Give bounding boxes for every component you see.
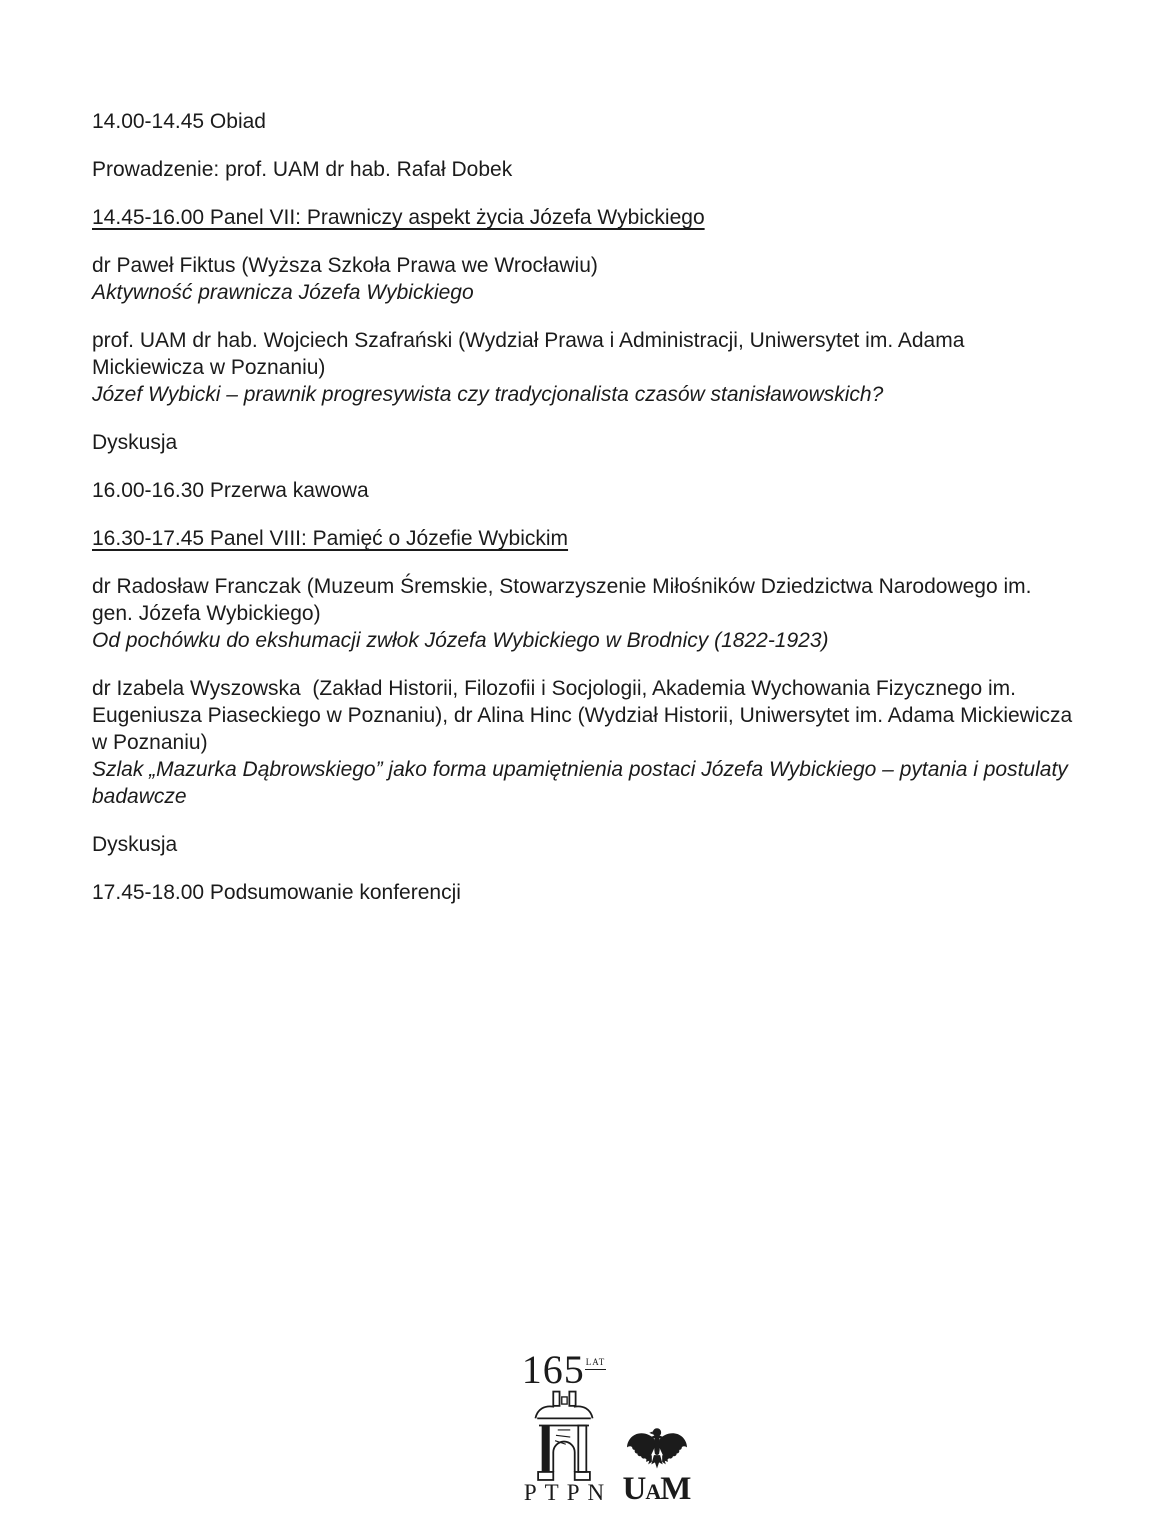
page-footer bbox=[0, 1347, 1172, 1538]
agenda-item-discussion-text: Dyskusja bbox=[92, 833, 178, 856]
panel-viii-heading bbox=[92, 525, 1162, 552]
ptpn-years-number: 165 bbox=[521, 1347, 585, 1392]
speaker-name-continued: Eugeniusza Piaseckiego w Poznaniu), dr Alina Hinc (Wydział Historii, Uniwersytet im. Adama Mickiewicza bbox=[92, 704, 1073, 727]
agenda-item-closing bbox=[92, 879, 1162, 906]
ptpn-portal-icon bbox=[531, 1388, 597, 1488]
uam-letter-a: A bbox=[645, 1479, 662, 1504]
agenda-item-lunch-text: 14.00-14.45 Obiad bbox=[92, 110, 266, 133]
talk-title: Aktywność prawnicza Józefa Wybickiego bbox=[92, 281, 474, 304]
uam-acronym bbox=[622, 1471, 692, 1507]
agenda-item-discussion-1 bbox=[92, 429, 1162, 456]
agenda-item-lunch bbox=[92, 108, 1162, 135]
speaker-name-continued: gen. Józefa Wybickiego) bbox=[92, 602, 321, 625]
panel-vii-speaker-2 bbox=[92, 327, 1162, 408]
talk-title-continued: badawcze bbox=[92, 785, 187, 808]
uam-letter-m: M bbox=[660, 1471, 692, 1507]
agenda-item-closing-text: 17.45-18.00 Podsumowanie konferencji bbox=[92, 881, 461, 904]
speaker-name: dr Radosław Franczak (Muzeum Śremskie, Stowarzyszenie Miłośników Dziedzictwa Narodowego im. bbox=[92, 575, 1032, 598]
talk-title: Szlak „Mazurka Dąbrowskiego” jako forma upamiętnienia postaci Józefa Wybickiego – pytania i postulaty bbox=[92, 758, 1068, 781]
panel-vii-heading-text: 14.45-16.00 Panel VII: Prawniczy aspekt życia Józefa Wybickiego bbox=[92, 206, 705, 229]
panel-vii-speaker-1 bbox=[92, 252, 1162, 306]
agenda-item-discussion-2 bbox=[92, 831, 1162, 858]
agenda-item-chair-text: Prowadzenie: prof. UAM dr hab. Rafał Dobek bbox=[92, 158, 513, 181]
conference-program bbox=[92, 108, 1162, 927]
uam-letter-u: U bbox=[622, 1471, 647, 1507]
agenda-item-discussion-text: Dyskusja bbox=[92, 431, 178, 454]
panel-vii-heading bbox=[92, 204, 1162, 231]
agenda-item-coffee-break-text: 16.00-16.30 Przerwa kawowa bbox=[92, 479, 369, 502]
speaker-name-continued: w Poznaniu) bbox=[92, 731, 208, 754]
panel-viii-speaker-1 bbox=[92, 573, 1162, 654]
agenda-item-chair bbox=[92, 156, 1162, 183]
talk-title: Józef Wybicki – prawnik progresywista czy tradycjonalista czasów stanisławowskich? bbox=[92, 383, 884, 406]
ptpn-acronym: PTPN bbox=[523, 1480, 613, 1505]
uam-logo bbox=[622, 1426, 692, 1507]
ptpn-years-unit: LAT bbox=[585, 1357, 607, 1370]
ptpn-logo bbox=[521, 1347, 613, 1505]
speaker-name: dr Izabela Wyszowska (Zakład Historii, Filozofii i Socjologii, Akademia Wychowania Fizycznego im. bbox=[92, 677, 1016, 700]
speaker-name: dr Paweł Fiktus (Wyższa Szkoła Prawa we Wrocławiu) bbox=[92, 254, 598, 277]
agenda-item-coffee-break bbox=[92, 477, 1162, 504]
speaker-name-continued: Mickiewicza w Poznaniu) bbox=[92, 356, 326, 379]
panel-viii-speaker-2 bbox=[92, 675, 1162, 810]
talk-title: Od pochówku do ekshumacji zwłok Józefa Wybickiego w Brodnicy (1822-1923) bbox=[92, 629, 829, 652]
panel-viii-heading-text: 16.30-17.45 Panel VIII: Pamięć o Józefie Wybickim bbox=[92, 527, 569, 550]
speaker-name: prof. UAM dr hab. Wojciech Szafrański (Wydział Prawa i Administracji, Uniwersytet im. Adama bbox=[92, 329, 965, 352]
ptpn-anniversary bbox=[521, 1347, 607, 1392]
